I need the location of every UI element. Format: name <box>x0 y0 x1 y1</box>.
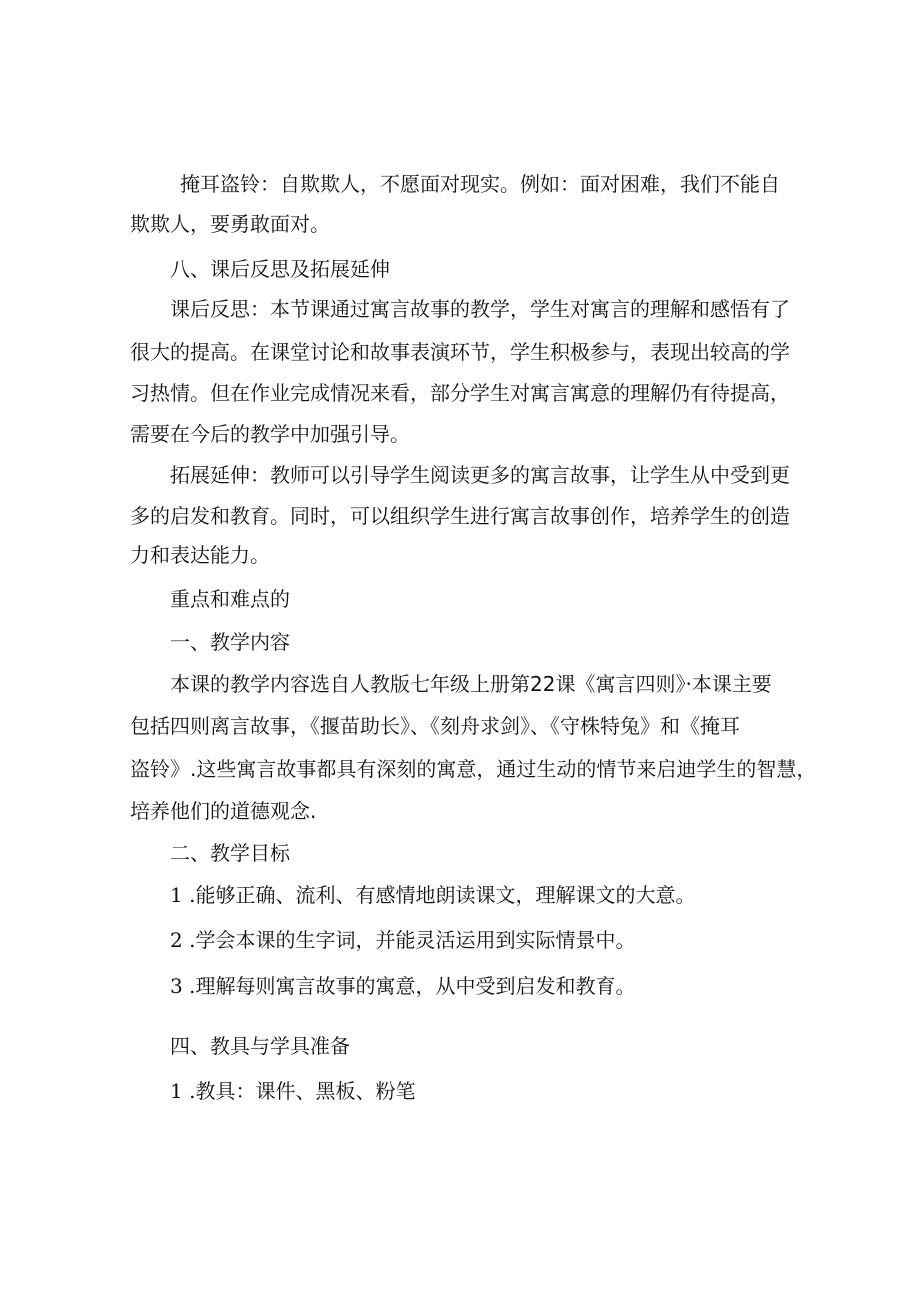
paragraph-reflection-line2: 很大的提高。在课堂讨论和故事表演环节，学生积极参与，表现出较高的学 <box>130 340 790 364</box>
paragraph-extension-line1: 拓展延伸：教师可以引导学生阅读更多的寓言故事，让学生从中受到更 <box>170 463 790 487</box>
paragraph-content-line4: 培养他们的道德观念. <box>130 799 317 823</box>
paragraph-yanerdaoling-line1: 掩耳盗铃：自欺欺人，不愿面对现实。例如：面对困难，我们不能自 <box>180 172 780 196</box>
paragraph-reflection-line1: 课后反思：本节课通过寓言故事的教学，学生对寓言的理解和感悟有了 <box>170 297 790 321</box>
section-heading-1: 一、教学内容 <box>170 630 290 654</box>
paragraph-content-line1: 本课的教学内容选自人教版七年级上册第22课《寓言四则》·本课主要 <box>170 672 772 696</box>
paragraph-yanerdaoling-line2: 欺欺人，要勇敢面对。 <box>130 212 330 236</box>
paragraph-reflection-line3: 习热情。但在作业完成情况来看，部分学生对寓言寓意的理解仍有待提高， <box>130 381 790 405</box>
section-heading-2: 二、教学目标 <box>170 841 290 865</box>
tools-item-1: 1 .教具：课件、黑板、粉笔 <box>170 1079 416 1103</box>
goal-item-1: 1 .能够正确、流利、有感情地朗读课文，理解课文的大意。 <box>170 883 696 907</box>
paragraph-reflection-line4: 需要在今后的教学中加强引导。 <box>130 422 410 446</box>
paragraph-extension-line3: 力和表达能力。 <box>130 543 270 567</box>
section-heading-4: 四、教具与学具准备 <box>170 1034 350 1058</box>
goal-item-3: 3 .理解每则寓言故事的寓意，从中受到启发和教育。 <box>170 974 636 998</box>
section-heading-8: 八、课后反思及拓展延伸 <box>170 257 390 281</box>
key-points-heading: 重点和难点的 <box>170 587 290 611</box>
goal-item-2: 2 .学会本课的生字词，并能灵活运用到实际情景中。 <box>170 928 636 952</box>
paragraph-extension-line2: 多的启发和教育。同时，可以组织学生进行寓言故事创作，培养学生的创造 <box>130 504 790 528</box>
paragraph-content-line2: 包括四则离言故事，《揠苗助长》、《刻舟求剑》、《守株特兔》和《掩耳 <box>130 714 740 738</box>
paragraph-content-line3: 盗铃》.这些寓言故事都具有深刻的寓意，通过生动的情节来启迪学生的智慧， <box>130 757 817 781</box>
